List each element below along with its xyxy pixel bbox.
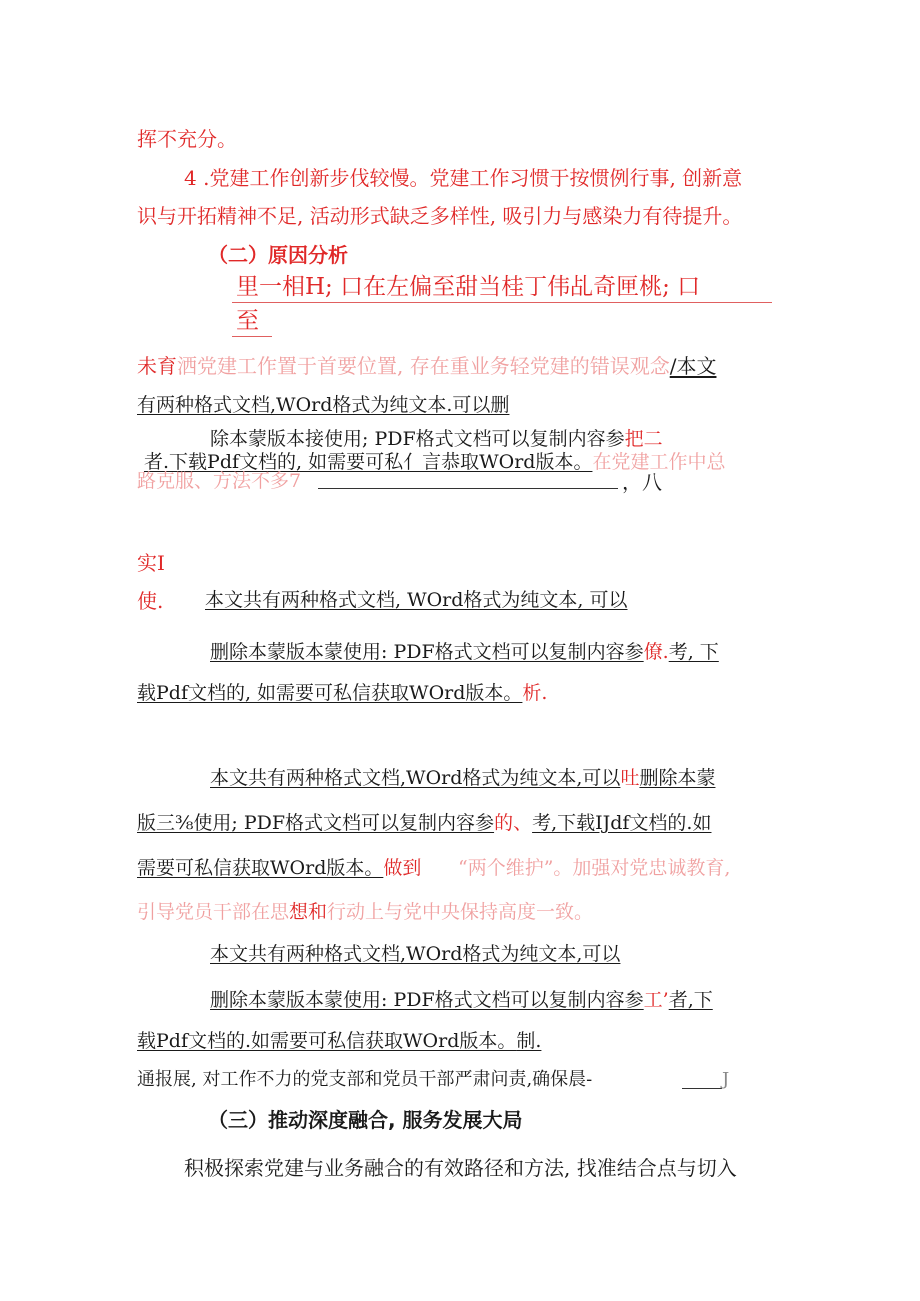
text-fragment: 考,下载IJdf文档的.如 [532,812,712,834]
text-fragment: 做到 [383,857,422,879]
text-fragment: 删除本蒙版本蒙使用: PDF格式文档可以复制内容参 [210,641,644,663]
paragraph-line: 挥不充分。 [137,127,237,151]
text-fragment: 需要可私信获取WOrd版本。 [137,857,384,879]
watermark-line [137,859,421,878]
text-fragment: 把二 [624,428,663,450]
watermark-line [137,1032,541,1051]
paragraph-line: “两个维护”。加强对党忠诚教育, [458,857,731,879]
text-fragment: /本文 [669,354,717,378]
text-fragment: 删除本蒙版本蒙使用: PDF格式文档可以复制内容参 [210,989,644,1011]
text-fragment: 的、 [494,812,533,834]
watermark-line [137,684,547,703]
underline-stroke [318,488,618,489]
watermark-line [210,769,715,788]
text-fragment: 载Pdf文档的, 如需要可私信获取WOrd版本。 [137,682,523,704]
watermark-line [210,430,663,449]
text-fragment: 制. [516,1030,542,1052]
underline-stroke [232,302,772,303]
paragraph-line: 积极探索党建与业务融合的有效路径和方法, 找准结合点与切入 [184,1156,737,1180]
text-fragment: 考, 下 [668,641,719,663]
text-fragment: 想和 [289,901,328,923]
watermark-line: 本文共有两种格式文档, WOrd格式为纯文本, 可以 [205,589,628,611]
text-fragment: 删除本蒙 [639,767,716,789]
text-fragment: 者.下载Pdf文档的, 如需要可私亻言恭取WOrd版本。 [144,451,593,473]
paragraph-line: 路克服、方法不多7 [137,470,302,492]
garbled-text: 至 [236,308,259,334]
text-fragment: 使. [137,589,164,613]
text-fragment: 本文共有两种格式文档,WOrd格式为纯文本,可以 [210,767,621,789]
text-fragment: 行动上与党中央保持高度一致。 [327,901,594,923]
paragraph-line: 识与开拓精神不足, 活动形式缺乏多样性, 吸引力与感染力有待提升。 [137,204,743,228]
text-fragment: 僚. [643,641,669,663]
text-fragment: 工’ [643,989,669,1011]
paragraph-line [184,168,742,188]
text-fragment: 版三⅜使用; PDF格式文档可以复制内容参 [137,812,495,834]
text-fragment: 除本蒙版本接使用; PDF格式文档可以复制内容参 [210,428,625,450]
paragraph-text: .党建工作创新步伐较慢。党建工作习惯于按惯例行事, 创新意 [203,166,743,190]
garbled-text: 里一相H; 口在左偏至甜当桂丁伟乩奇匣桃; 口 [236,274,701,300]
watermark-line: 本文共有两种格式文档,WOrd格式为纯文本,可以 [210,943,621,965]
text-fragment: 者,下 [668,989,713,1011]
paragraph-line [137,356,716,376]
text-fragment: 载Pdf文档的.如需要可私信获取WOrd版本。 [137,1030,517,1052]
paragraph-line [137,1071,592,1089]
text-fragment: 吐 [620,767,640,789]
list-number: 4 [184,166,197,190]
watermark-line [137,591,163,611]
text-fragment: 通报展, 对工作不力的党支部和党员干部严肃问责,确保晨- [137,1069,593,1090]
text-fragment: J [722,1069,730,1090]
text-fragment: 洒党建工作置于首要位置, 存在重业务轻党建的错误观念 [177,354,670,378]
text-fragment: ，八 [622,470,662,494]
paragraph-line: 实I [137,551,165,575]
text-fragment: 析. [522,682,548,704]
watermark-line: 有两种格式文档,WOrd格式为纯文本.可以删 [137,394,510,416]
underline-stroke [682,1088,722,1089]
section-heading: （二）原因分析 [208,243,348,267]
watermark-line [137,814,711,833]
text-fragment: 未育 [137,354,177,378]
text-fragment: 在党建工作中总 [592,451,726,473]
paragraph-line [137,903,593,922]
section-heading: （三）推动深度融合, 服务发展大局 [208,1108,523,1132]
underline-stroke [232,336,272,337]
watermark-line [210,643,719,662]
text-fragment: 引导党员干部在思 [137,901,290,923]
watermark-line [210,991,713,1010]
